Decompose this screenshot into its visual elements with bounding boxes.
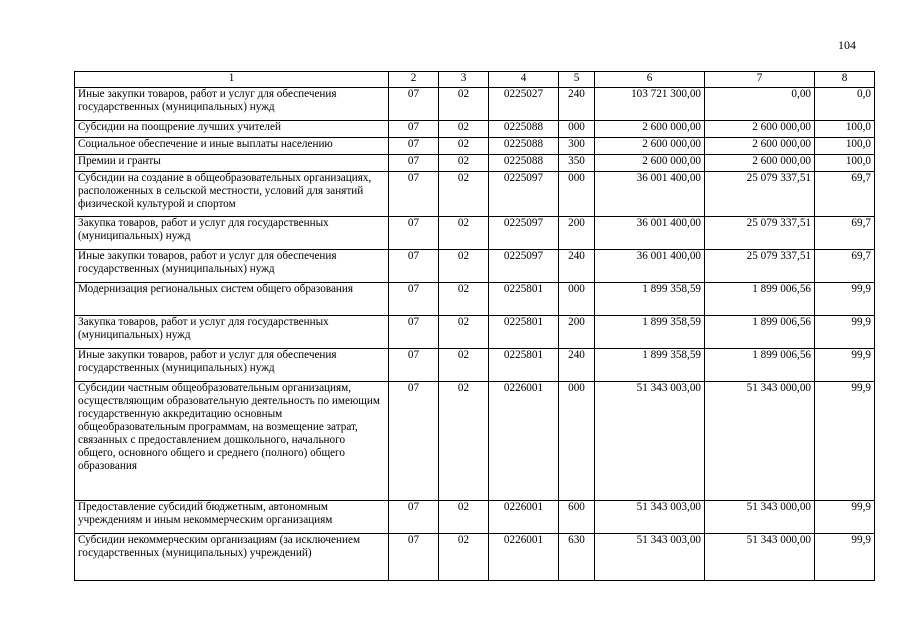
table-row	[75, 121, 875, 138]
table-row	[75, 250, 875, 283]
row-description: Иные закупки товаров, работ и услуг для обеспечения государственных (муниципальных) нужд	[75, 88, 389, 121]
row-execution-percent: 99,9	[815, 283, 875, 316]
row-executed-amount: 1 899 006,56	[705, 283, 815, 316]
row-executed-amount: 51 343 000,00	[705, 501, 815, 534]
table-row	[75, 283, 875, 316]
row-executed-amount: 25 079 337,51	[705, 172, 815, 217]
row-target-code: 0225801	[489, 283, 559, 316]
row-planned-amount: 51 343 003,00	[595, 501, 705, 534]
row-target-code: 0225027	[489, 88, 559, 121]
column-header: 6	[595, 72, 705, 88]
row-executed-amount: 25 079 337,51	[705, 217, 815, 250]
row-section-code: 07	[389, 316, 439, 349]
row-execution-percent: 100,0	[815, 121, 875, 138]
row-execution-percent: 69,7	[815, 217, 875, 250]
row-target-code: 0225088	[489, 138, 559, 155]
row-execution-percent: 0,0	[815, 88, 875, 121]
row-subsection-code: 02	[439, 316, 489, 349]
row-execution-percent: 69,7	[815, 172, 875, 217]
table-row	[75, 501, 875, 534]
row-expense-type-code: 600	[559, 501, 595, 534]
row-section-code: 07	[389, 382, 439, 501]
row-section-code: 07	[389, 283, 439, 316]
table-row	[75, 316, 875, 349]
row-section-code: 07	[389, 121, 439, 138]
row-expense-type-code: 630	[559, 534, 595, 581]
row-execution-percent: 99,9	[815, 316, 875, 349]
row-target-code: 0225088	[489, 155, 559, 172]
row-section-code: 07	[389, 88, 439, 121]
row-target-code: 0225097	[489, 250, 559, 283]
row-target-code: 0226001	[489, 501, 559, 534]
row-executed-amount: 1 899 006,56	[705, 316, 815, 349]
row-description: Иные закупки товаров, работ и услуг для обеспечения государственных (муниципальных) нужд	[75, 349, 389, 382]
table-body	[75, 88, 875, 581]
row-executed-amount: 2 600 000,00	[705, 155, 815, 172]
row-section-code: 07	[389, 138, 439, 155]
row-section-code: 07	[389, 501, 439, 534]
row-description: Иные закупки товаров, работ и услуг для обеспечения государственных (муниципальных) нужд	[75, 250, 389, 283]
row-description: Субсидии на поощрение лучших учителей	[75, 121, 389, 138]
row-target-code: 0225801	[489, 316, 559, 349]
row-planned-amount: 2 600 000,00	[595, 121, 705, 138]
budget-table	[74, 71, 875, 581]
row-executed-amount: 2 600 000,00	[705, 121, 815, 138]
row-section-code: 07	[389, 250, 439, 283]
row-description: Предоставление субсидий бюджетным, автономным учреждениям и иным некоммерческим организациям	[75, 501, 389, 534]
row-expense-type-code: 200	[559, 316, 595, 349]
row-subsection-code: 02	[439, 138, 489, 155]
row-execution-percent: 99,9	[815, 382, 875, 501]
row-expense-type-code: 240	[559, 88, 595, 121]
row-execution-percent: 100,0	[815, 155, 875, 172]
table-row	[75, 88, 875, 121]
row-execution-percent: 99,9	[815, 534, 875, 581]
row-executed-amount: 2 600 000,00	[705, 138, 815, 155]
row-description: Субсидии частным общеобразовательным организациям, осуществляющим образовательную деятельность по имеющим государственную аккредитацию основным общеобразовательным программам, на возмещение затрат, связанных с предоставлением дошкольного, начального общего, основного общего и среднего (полного) общего образования	[75, 382, 389, 501]
row-planned-amount: 51 343 003,00	[595, 534, 705, 581]
table-header-row	[75, 72, 875, 88]
row-execution-percent: 100,0	[815, 138, 875, 155]
row-expense-type-code: 350	[559, 155, 595, 172]
row-section-code: 07	[389, 217, 439, 250]
column-header: 2	[389, 72, 439, 88]
row-execution-percent: 99,9	[815, 501, 875, 534]
row-execution-percent: 99,9	[815, 349, 875, 382]
table-row	[75, 534, 875, 581]
row-executed-amount: 25 079 337,51	[705, 250, 815, 283]
table-row	[75, 155, 875, 172]
row-section-code: 07	[389, 155, 439, 172]
row-target-code: 0226001	[489, 534, 559, 581]
row-subsection-code: 02	[439, 501, 489, 534]
row-planned-amount: 36 001 400,00	[595, 217, 705, 250]
row-target-code: 0225801	[489, 349, 559, 382]
row-executed-amount: 0,00	[705, 88, 815, 121]
table-row	[75, 172, 875, 217]
table-row	[75, 382, 875, 501]
row-subsection-code: 02	[439, 88, 489, 121]
row-planned-amount: 1 899 358,59	[595, 316, 705, 349]
row-planned-amount: 51 343 003,00	[595, 382, 705, 501]
row-subsection-code: 02	[439, 534, 489, 581]
row-planned-amount: 1 899 358,59	[595, 283, 705, 316]
column-header: 3	[439, 72, 489, 88]
row-executed-amount: 51 343 000,00	[705, 534, 815, 581]
column-header: 4	[489, 72, 559, 88]
row-description: Субсидии на создание в общеобразовательных организациях, расположенных в сельской местности, условий для занятий физической культурой и спортом	[75, 172, 389, 217]
row-expense-type-code: 000	[559, 283, 595, 316]
row-target-code: 0225088	[489, 121, 559, 138]
table-row	[75, 349, 875, 382]
row-expense-type-code: 000	[559, 121, 595, 138]
row-target-code: 0226001	[489, 382, 559, 501]
row-description: Субсидии некоммерческим организациям (за исключением государственных (муниципальных) учреждений)	[75, 534, 389, 581]
row-expense-type-code: 000	[559, 172, 595, 217]
row-subsection-code: 02	[439, 217, 489, 250]
column-header: 1	[75, 72, 389, 88]
column-header: 5	[559, 72, 595, 88]
row-planned-amount: 2 600 000,00	[595, 155, 705, 172]
table-row	[75, 217, 875, 250]
row-section-code: 07	[389, 534, 439, 581]
row-planned-amount: 36 001 400,00	[595, 172, 705, 217]
row-subsection-code: 02	[439, 283, 489, 316]
row-expense-type-code: 240	[559, 349, 595, 382]
row-planned-amount: 1 899 358,59	[595, 349, 705, 382]
row-subsection-code: 02	[439, 250, 489, 283]
row-description: Социальное обеспечение и иные выплаты населению	[75, 138, 389, 155]
row-executed-amount: 51 343 000,00	[705, 382, 815, 501]
row-execution-percent: 69,7	[815, 250, 875, 283]
row-subsection-code: 02	[439, 155, 489, 172]
row-subsection-code: 02	[439, 172, 489, 217]
row-description: Модернизация региональных систем общего образования	[75, 283, 389, 316]
row-section-code: 07	[389, 349, 439, 382]
row-subsection-code: 02	[439, 382, 489, 501]
column-header: 7	[705, 72, 815, 88]
row-expense-type-code: 300	[559, 138, 595, 155]
row-planned-amount: 2 600 000,00	[595, 138, 705, 155]
row-planned-amount: 36 001 400,00	[595, 250, 705, 283]
row-subsection-code: 02	[439, 349, 489, 382]
row-subsection-code: 02	[439, 121, 489, 138]
row-description: Закупка товаров, работ и услуг для государственных (муниципальных) нужд	[75, 217, 389, 250]
row-description: Премии и гранты	[75, 155, 389, 172]
row-executed-amount: 1 899 006,56	[705, 349, 815, 382]
page-number: 104	[838, 38, 856, 52]
column-header: 8	[815, 72, 875, 88]
row-target-code: 0225097	[489, 217, 559, 250]
table-row	[75, 138, 875, 155]
row-description: Закупка товаров, работ и услуг для государственных (муниципальных) нужд	[75, 316, 389, 349]
row-expense-type-code: 240	[559, 250, 595, 283]
row-planned-amount: 103 721 300,00	[595, 88, 705, 121]
row-expense-type-code: 200	[559, 217, 595, 250]
row-expense-type-code: 000	[559, 382, 595, 501]
row-section-code: 07	[389, 172, 439, 217]
row-target-code: 0225097	[489, 172, 559, 217]
